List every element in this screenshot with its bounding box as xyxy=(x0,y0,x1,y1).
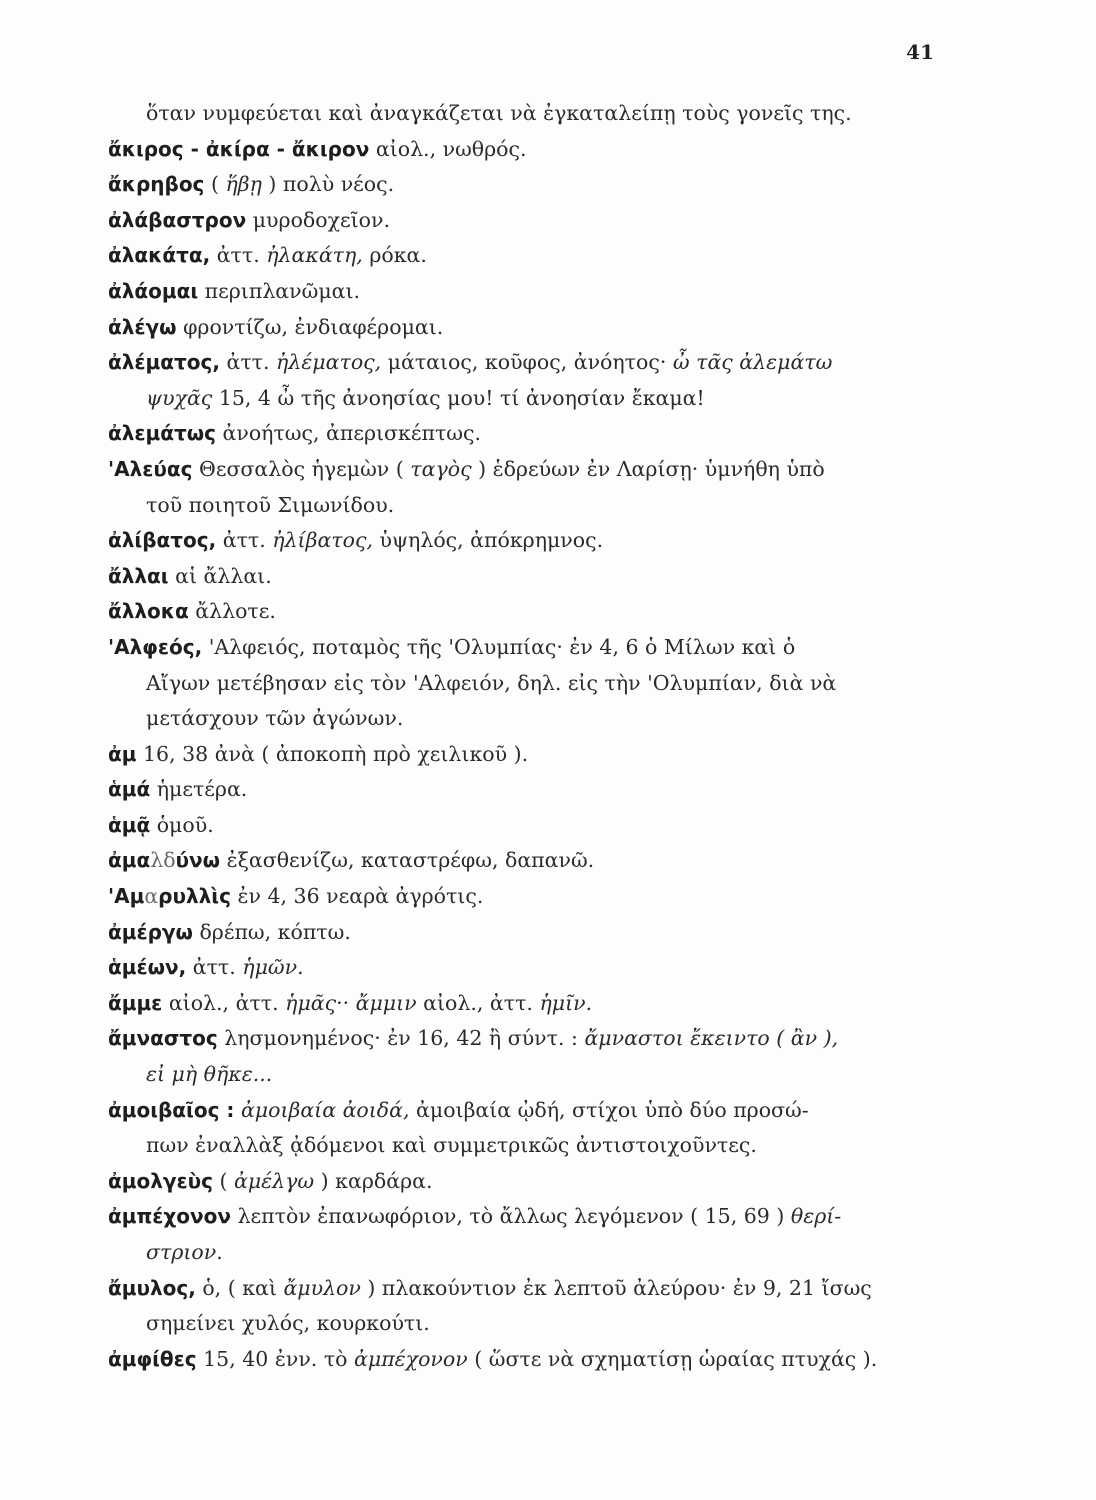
entry-line xyxy=(108,915,968,951)
headword: ἄλλοκα xyxy=(108,599,189,624)
definition-text: 'Αλφειός, ποταμὸς τῆς 'Ολυμπίας· ἐν 4, 6 ὁ Μίλων καὶ ὁ xyxy=(202,634,796,659)
definition-text: 15, 40 ἐνν. τὸ xyxy=(196,1346,355,1371)
definition-text: ἄλλοτε. xyxy=(188,599,276,624)
definition-text: σημείνει χυλός, κουρκούτι. xyxy=(146,1311,430,1336)
entry-line xyxy=(108,274,968,310)
entry-line xyxy=(108,986,968,1022)
entry-line xyxy=(108,808,968,844)
definition-text: ὅταν νυμφεύεται καὶ ἀναγκάζεται νὰ ἐγκαταλείπῃ τοὺς γονεῖς της. xyxy=(146,101,852,125)
entry-line xyxy=(108,167,968,203)
definition-text: ἀνοήτως, ἀπερισκέπτως. xyxy=(216,421,481,446)
entry-continuation-line xyxy=(108,381,968,417)
headword: ἀλάομαι xyxy=(108,278,199,303)
italic-text: ἀμπέχονον xyxy=(354,1346,468,1371)
italic-text: ἥβῃ xyxy=(225,172,262,197)
entry-line xyxy=(108,416,968,452)
definition-text: α xyxy=(144,884,159,909)
definition-text: αἰολ., νωθρός. xyxy=(369,136,527,161)
italic-text: ἀμοιβαία ἀοιδά, xyxy=(240,1097,410,1122)
headword: 'Αλεύας xyxy=(108,456,193,481)
headword: ἄμυλος, xyxy=(108,1275,196,1300)
headword: 'Αλφεός, xyxy=(108,634,203,659)
headword: ἄλλαι xyxy=(108,563,169,588)
italic-text: στριον. xyxy=(146,1240,223,1264)
definition-text: αἰολ., ἀττ. xyxy=(162,990,286,1015)
entry-continuation-line xyxy=(108,488,968,524)
headword: ἀμέργω xyxy=(108,919,193,944)
definition-text: ρόκα. xyxy=(362,243,427,268)
headword: ρυλλὶς xyxy=(158,884,231,909)
entry-line xyxy=(108,523,968,559)
entry-line xyxy=(108,1021,968,1057)
entry-line xyxy=(108,630,968,666)
definition-text: 15, 4 ὦ τῆς ἀνοησίας μου! τί ἀνοησίαν ἔκαμα! xyxy=(212,385,705,410)
page-number: 41 xyxy=(906,40,934,64)
definition-text: ( xyxy=(204,172,226,197)
italic-text: ἀμέλγω xyxy=(234,1168,315,1193)
entry-line xyxy=(108,203,968,239)
definition-text: τοῦ ποιητοῦ Σιμωνίδου. xyxy=(146,492,395,517)
italic-text: ἄμναστοι ἔκειντο ( ἂν ), xyxy=(584,1026,839,1051)
entry-line xyxy=(108,1199,968,1235)
definition-text: ἀμοιβαία ᾠδή, στίχοι ὑπὸ δύο προσώ- xyxy=(409,1097,809,1122)
definition-text: αἱ ἄλλαι. xyxy=(168,563,272,588)
definition-text: λδ xyxy=(150,848,176,873)
definition-text: λεπτὸν ἐπανωφόριον, τὸ ἄλλως λεγόμενον ( 15, 69 ) xyxy=(231,1204,791,1229)
definition-text: ( xyxy=(212,1168,235,1193)
italic-text: ἠλίβατος, xyxy=(272,528,373,553)
headword: ἄμμε xyxy=(108,990,163,1015)
italic-text: εἰ μὴ θῆκε... xyxy=(146,1062,273,1087)
italic-text: ἠλακάτη, xyxy=(266,243,363,268)
italic-text: θερί- xyxy=(790,1204,842,1229)
headword: ἀλίβατος, xyxy=(108,528,217,553)
entry-continuation-line xyxy=(108,701,968,737)
headword: ἀλέματος, xyxy=(108,350,220,375)
entry-line xyxy=(108,559,968,595)
definition-text: ) καρδάρα. xyxy=(314,1168,433,1193)
definition-text: ὁμοῦ. xyxy=(150,812,214,837)
italic-text: ἠλέματος, xyxy=(276,350,382,375)
definition-text: ἡμετέρα. xyxy=(150,777,248,802)
definition-text: μάταιος, κοῦφος, ἀνόητος· xyxy=(381,350,673,375)
headword: ἀμοιβαῖος : xyxy=(108,1097,235,1122)
italic-text: ὦ τᾶς ἀλεμάτω xyxy=(672,350,833,375)
entry-line xyxy=(108,238,968,274)
headword: ἁμά xyxy=(108,777,151,802)
definition-text: Θεσσαλὸς ἡγεμὼν ( xyxy=(192,456,411,481)
entry-line xyxy=(108,772,968,808)
entry-line xyxy=(108,345,968,381)
definition-text: ἐν 4, 36 νεαρὰ ἀγρότις. xyxy=(230,884,484,909)
definition-text: ) πολὺ νέος. xyxy=(261,172,395,197)
definition-text: μετάσχουν τῶν ἀγώνων. xyxy=(146,706,404,731)
entry-line xyxy=(108,310,968,346)
definition-text: ὑψηλός, ἀπόκρημνος. xyxy=(372,528,604,553)
entry-line xyxy=(108,879,968,915)
headword: ἄμναστος xyxy=(108,1026,218,1051)
definition-text: ὁ, ( καὶ xyxy=(195,1275,284,1300)
headword: ἀμφίθες xyxy=(108,1346,197,1371)
headword: ύνω xyxy=(175,848,221,873)
definition-text: ἀττ. xyxy=(219,350,277,375)
entry-line xyxy=(108,594,968,630)
definition-text: δρέπω, κόπτω. xyxy=(192,919,351,944)
italic-text: ταγὸς xyxy=(410,456,472,481)
headword: ἀλεμάτως xyxy=(108,421,216,446)
definition-text: ) πλακούντιον ἐκ λεπτοῦ ἀλεύρου· ἐν 9, 21 ἴσως xyxy=(360,1275,872,1300)
definition-text: πων ἐναλλὰξ ᾀδόμενοι καὶ συμμετρικῶς ἀντιστοιχοῦντες. xyxy=(146,1133,757,1158)
headword: ἁμέων, xyxy=(108,955,187,980)
italic-text: ψυχᾶς xyxy=(146,385,213,410)
headword: ἀλέγω xyxy=(108,314,177,339)
definition-text: μυροδοχεῖον. xyxy=(246,207,390,232)
entry-continuation-line xyxy=(108,1057,968,1093)
entry-line xyxy=(108,452,968,488)
definition-text: ἀττ. xyxy=(216,528,273,553)
entry-line xyxy=(108,1164,968,1200)
definition-text: Αἴγων μετέβησαν εἰς τὸν 'Αλφειόν, δηλ. εἰς τὴν 'Ολυμπίαν, διὰ νὰ xyxy=(146,670,837,695)
entry-line xyxy=(108,843,968,879)
entry-line xyxy=(108,1342,968,1378)
definition-text: περιπλανῶμαι. xyxy=(198,278,361,303)
entry-line xyxy=(108,950,968,986)
definition-text: αἰολ., ἀττ. xyxy=(416,990,540,1015)
entry-line xyxy=(108,1271,968,1307)
definition-text: φροντίζω, ἐνδιαφέρομαι. xyxy=(176,314,444,339)
entry-line xyxy=(108,1093,968,1129)
definition-text: 16, 38 ἀνὰ ( ἀποκοπὴ πρὸ χειλικοῦ ). xyxy=(136,741,529,766)
italic-text: ἡμῖν. xyxy=(539,990,593,1015)
headword: ἀλακάτα, xyxy=(108,243,211,268)
italic-text: ἄμυλον xyxy=(283,1275,361,1300)
headword: ἀμπέχονον xyxy=(108,1204,232,1229)
entry-continuation-line xyxy=(108,1128,968,1164)
entry-continuation-line xyxy=(108,1306,968,1342)
headword: ἀμολγεὺς xyxy=(108,1168,213,1193)
headword: ἀμ xyxy=(108,741,137,766)
entry-line xyxy=(108,737,968,773)
headword: ἀλάβαστρον xyxy=(108,207,247,232)
headword: 'Αμ xyxy=(108,884,145,909)
definition-text: ( ὥστε νὰ σχηματίσῃ ὡραίας πτυχάς ). xyxy=(467,1346,878,1371)
definition-text: λησμονημένος· ἐν 16, 42 ἢ σύντ. : xyxy=(217,1026,585,1051)
headword: ἁμᾷ xyxy=(108,812,151,837)
headword: ἄκιρος - ἀκίρα - ἄκιρον xyxy=(108,136,370,161)
entry-continuation-line xyxy=(108,96,968,132)
definition-text: ἀττ. xyxy=(210,243,267,268)
definition-text: ) ἑδρεύων ἐν Λαρίσῃ· ὑμνήθη ὑπὸ xyxy=(471,456,825,481)
italic-text: ἡμᾶς·· ἄμμιν xyxy=(285,990,417,1015)
definition-text: ἀττ. xyxy=(186,955,243,980)
entry-line xyxy=(108,132,968,168)
entry-continuation-line xyxy=(108,1235,968,1271)
entry-continuation-line xyxy=(108,666,968,702)
headword: ἀμα xyxy=(108,848,151,873)
glossary-entries xyxy=(108,96,968,1377)
headword: ἄκρηβος xyxy=(108,172,205,197)
italic-text: ἡμῶν. xyxy=(242,955,304,980)
definition-text: ἐξασθενίζω, καταστρέφω, δαπανῶ. xyxy=(220,848,595,873)
